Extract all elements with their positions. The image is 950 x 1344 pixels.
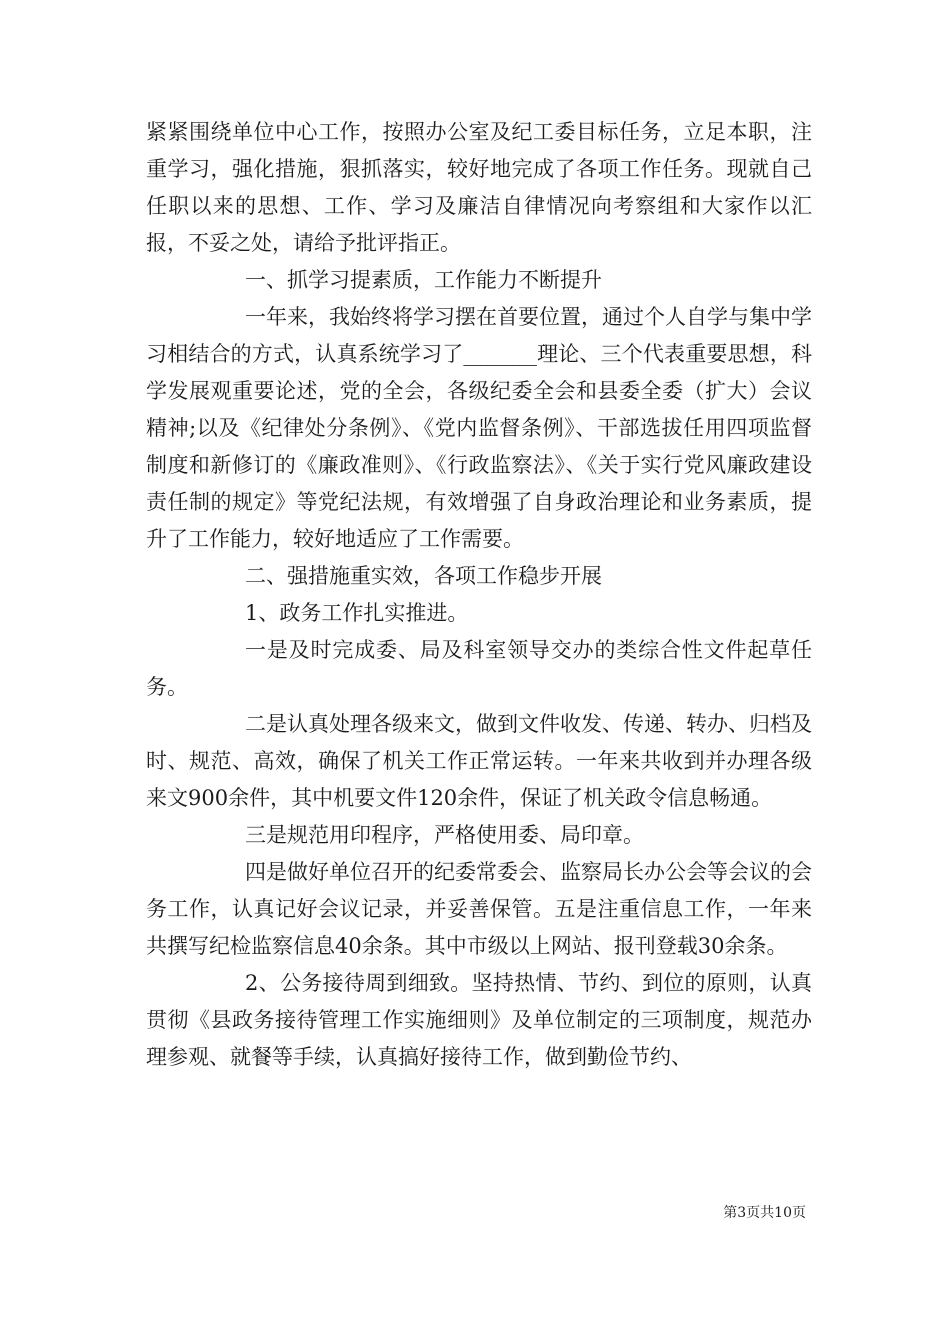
paragraph-item-4-5: 四是做好单位召开的纪委常委会、监察局长办公会等会议的会务工作，认真记好会议记录，并妥善保管。五是注重信息工作，一年来共撰写纪检监察信息40余条。其中市级以上网站、报刊登载30余条。	[146, 860, 812, 958]
paragraph-item-1: 一是及时完成委、局及科室领导交办的类综合性文件起草任务。	[146, 638, 812, 699]
document-body	[146, 114, 812, 1076]
section-heading-2: 二、强措施重实效，各项工作稳步开展	[245, 564, 602, 588]
paragraph-study: 一年来，我始终将学习摆在首要位置，通过个人自学与集中学习相结合的方式，认真系统学习了_______理论、三个代表重要思想，科学发展观重要论述，党的全会，各级纪委全会和县委全委（扩大）会议精神;以及《纪律处分条例》、《党内监督条例》、干部选拔任用四项监督制度和新修订的《廉政准则》、《行政监察法》、《关于实行党风廉政建设责任制的规定》等党纪法规，有效增强了自身政治理论和业务素质，提升了工作能力，较好地适应了工作需要。	[146, 305, 812, 551]
paragraph-item-3: 三是规范用印程序，严格使用委、局印章。	[245, 823, 644, 847]
paragraph-item-2: 二是认真处理各级来文，做到文件收发、传递、转办、归档及时、规范、高效，确保了机关工作正常运转。一年来共收到并办理各级来文900余件，其中机要文件120余件，保证了机关政令信息畅通。	[146, 712, 812, 810]
page-number: 第3页共10页	[723, 1205, 806, 1221]
section-heading-1: 一、抓学习提素质，工作能力不断提升	[245, 268, 602, 292]
paragraph-intro: 紧紧围绕单位中心工作，按照办公室及纪工委目标任务，立足本职，注重学习，强化措施，狠抓落实，较好地完成了各项工作任务。现就自己任职以来的思想、工作、学习及廉洁自律情况向考察组和大家作以汇报，不妥之处，请给予批评指正。	[146, 120, 812, 255]
paragraph-reception: 2、公务接待周到细致。坚持热情、节约、到位的原则，认真贯彻《县政务接待管理工作实施细则》及单位制定的三项制度，规范办理参观、就餐等手续，认真搞好接待工作，做到勤俭节约、	[146, 971, 812, 1069]
subheading-government-affairs: 1、政务工作扎实推进。	[245, 601, 469, 625]
